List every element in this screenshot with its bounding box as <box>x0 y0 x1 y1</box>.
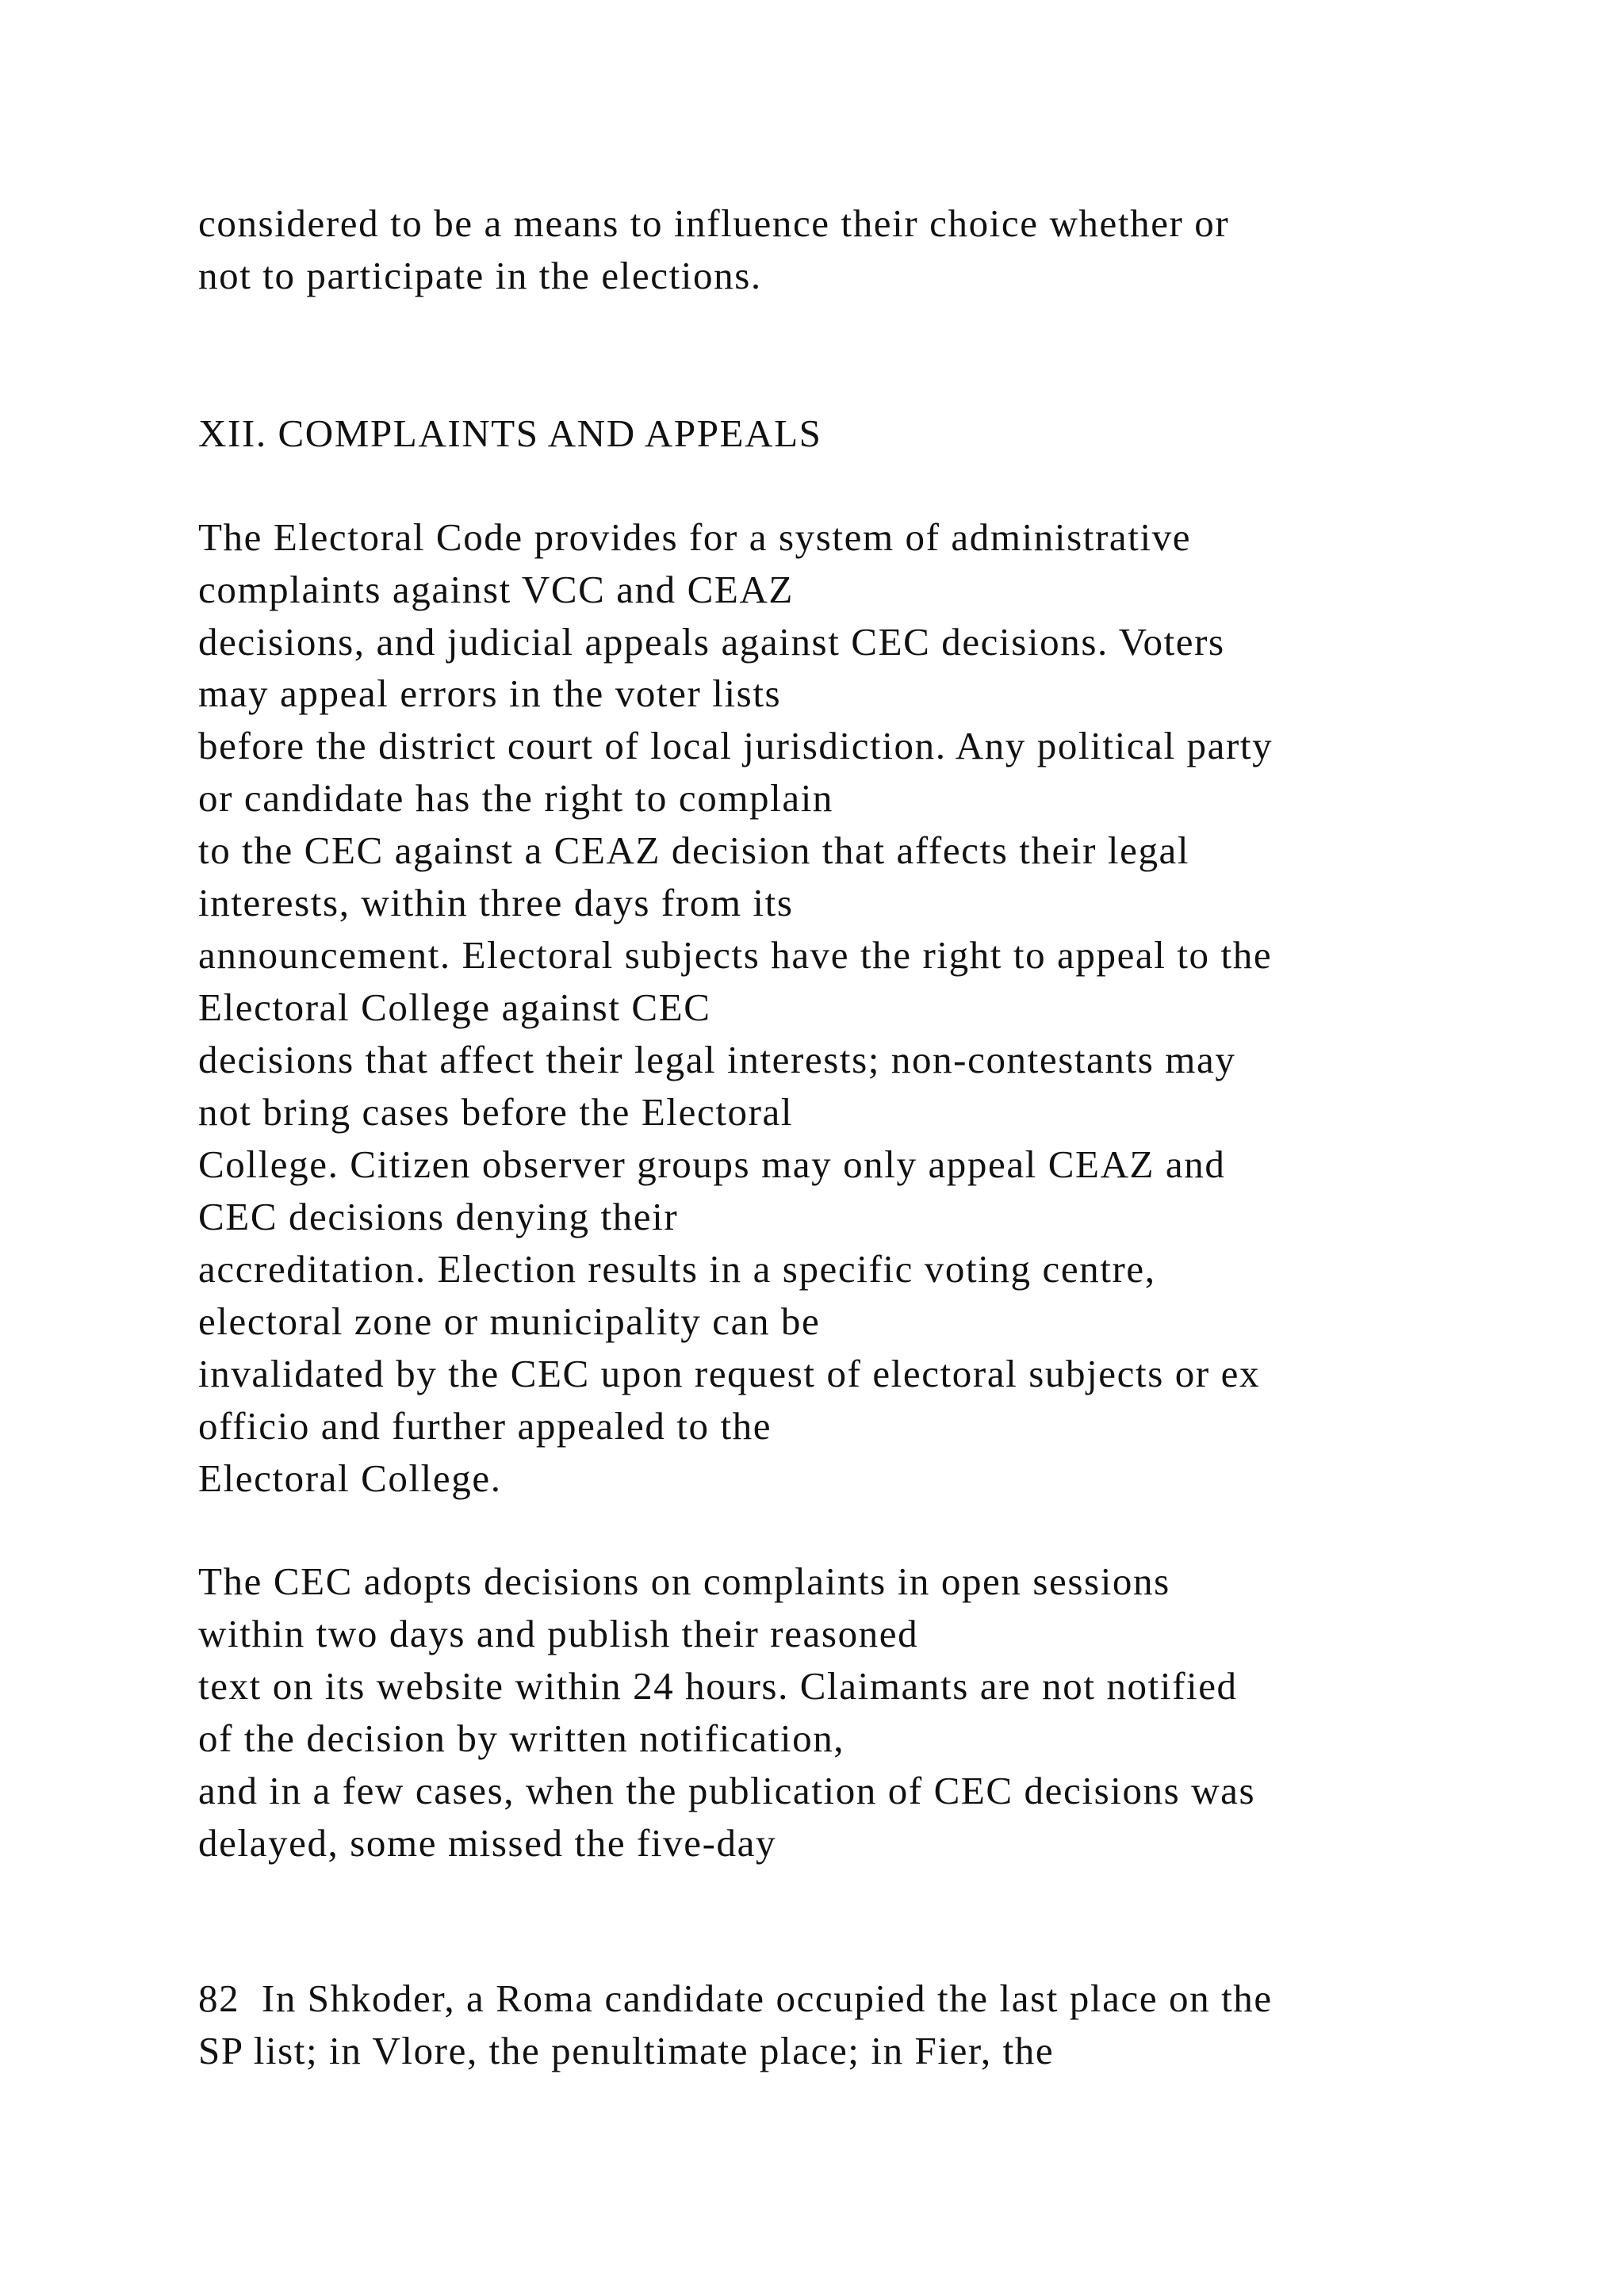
paragraph-line: announcement. Electoral subjects have the right to appeal to the <box>198 933 1273 977</box>
paragraph-line: or candidate has the right to complain <box>198 776 834 820</box>
paragraph-line: within two days and publish their reasoned <box>198 1612 919 1655</box>
intro-line: not to participate in the elections. <box>198 254 762 297</box>
paragraph-line: delayed, some missed the five-day <box>198 1821 777 1865</box>
paragraph-line: and in a few cases, when the publication of CEC decisions was <box>198 1769 1256 1812</box>
paragraph-line: may appeal errors in the voter lists <box>198 672 782 715</box>
paragraph-line: The Electoral Code provides for a system of administrative <box>198 515 1192 559</box>
paragraph-line: Electoral College. <box>198 1456 502 1500</box>
paragraph-line: interests, within three days from its <box>198 881 794 924</box>
paragraph-line: before the district court of local jurisdiction. Any political party <box>198 724 1274 767</box>
intro-line: considered to be a means to influence their choice whether or <box>198 201 1230 245</box>
paragraph-line: officio and further appealed to the <box>198 1404 772 1448</box>
paragraph-line: electoral zone or municipality can be <box>198 1299 821 1343</box>
paragraph-line: The CEC adopts decisions on complaints in open sessions <box>198 1559 1170 1603</box>
paragraph-line: Electoral College against CEC <box>198 985 711 1029</box>
paragraph-line: of the decision by written notification, <box>198 1716 845 1760</box>
footnote-line: SP list; in Vlore, the penultimate place; in Fier, the <box>198 2029 1055 2072</box>
paragraph-line: invalidated by the CEC upon request of electoral subjects or ex <box>198 1352 1261 1395</box>
paragraph-line: not bring cases before the Electoral <box>198 1090 794 1134</box>
paragraph-line: complaints against VCC and CEAZ <box>198 568 794 611</box>
paragraph-line: decisions, and judicial appeals against CEC decisions. Voters <box>198 620 1225 664</box>
paragraph-line: text on its website within 24 hours. Claimants are not notified <box>198 1664 1238 1708</box>
paragraph-line: College. Citizen observer groups may only appeal CEAZ and <box>198 1142 1226 1186</box>
paragraph-line: decisions that affect their legal interests; non-contestants may <box>198 1038 1236 1081</box>
footnote-line: 82 In Shkoder, a Roma candidate occupied the last place on the <box>198 1976 1273 2020</box>
paragraph-line: accreditation. Election results in a specific voting centre, <box>198 1247 1156 1291</box>
paragraph-line: to the CEC against a CEAZ decision that affects their legal <box>198 828 1190 872</box>
paragraph-line: CEC decisions denying their <box>198 1195 679 1238</box>
section-heading: XII. COMPLAINTS AND APPEALS <box>198 411 822 455</box>
